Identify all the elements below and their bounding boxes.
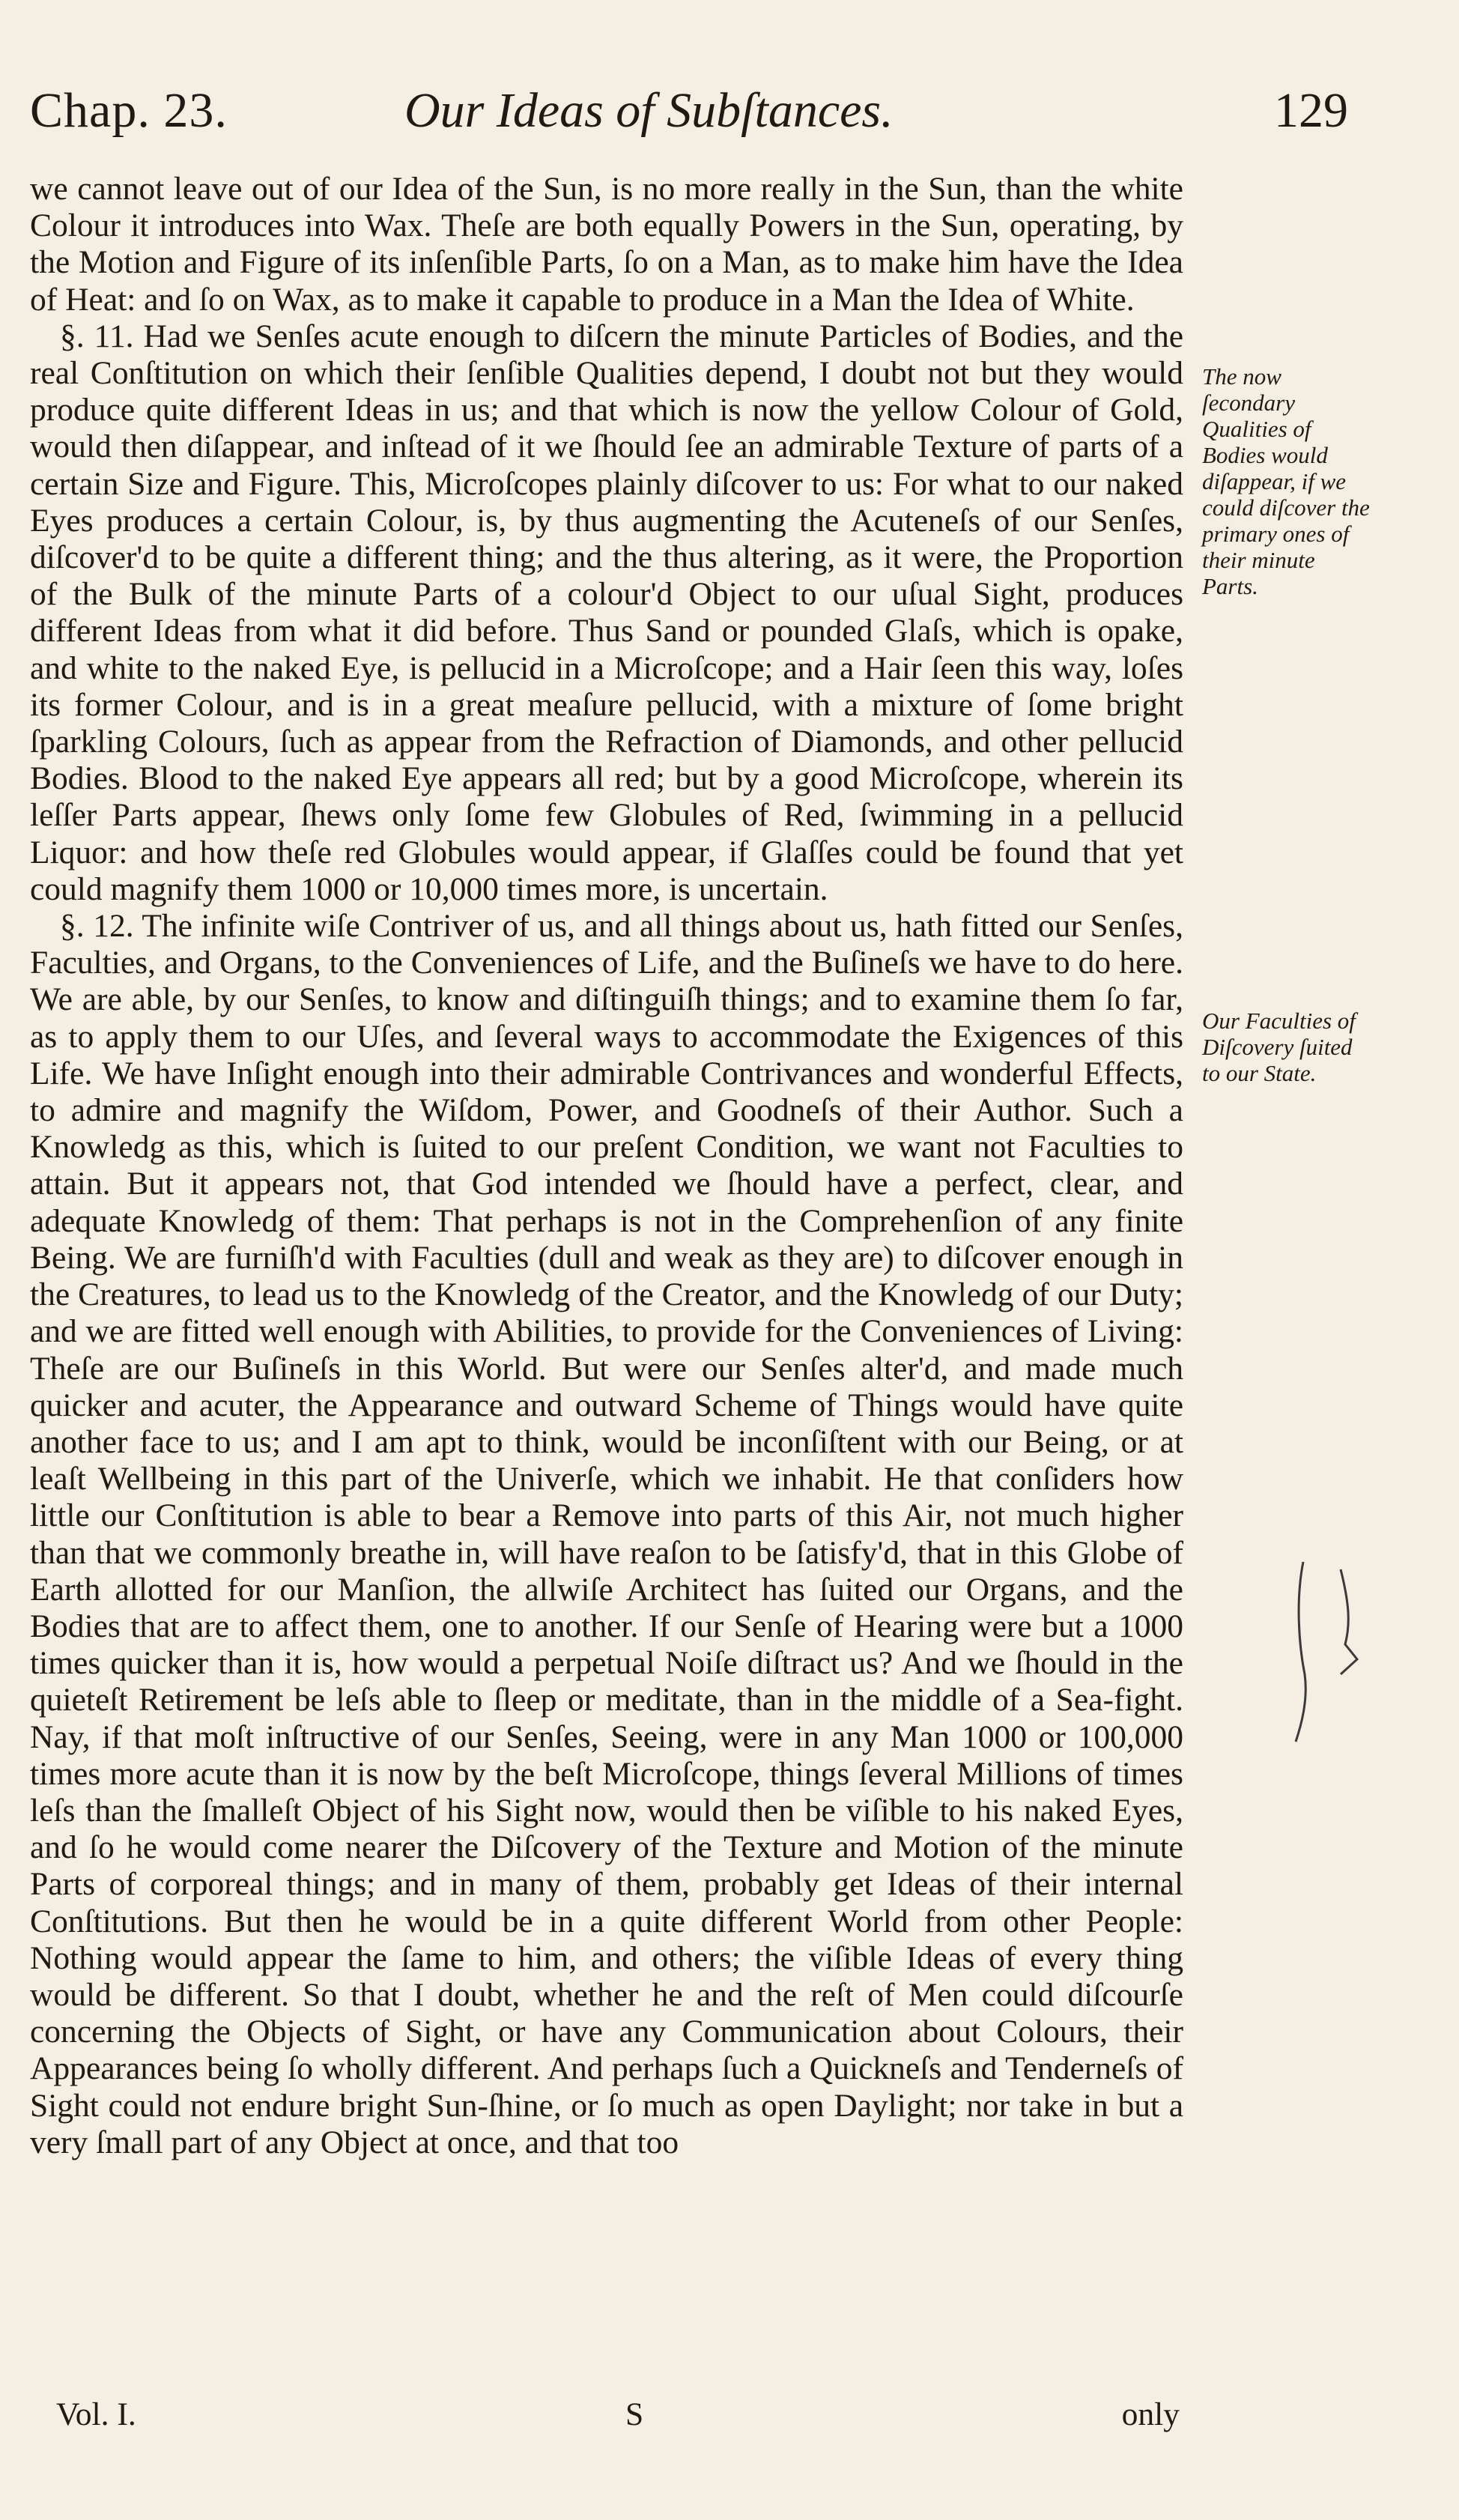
chapter-title: Our Ideas of Subſtances.	[404, 83, 894, 138]
catchword: only	[1121, 2396, 1180, 2432]
margin-note-faculties: Our Faculties of Diſcovery ſuited to our State.	[1202, 1008, 1356, 1086]
paragraph-section-12: §. 12. The infinite wiſe Contriver of us, and all things about us, hath fitted our Senſes, Faculties, and Organs, to the Conveniences of Life, and the Buſineſs we have to do here. We are able, by our Senſes, to know and diſtinguiſh things; and to examine them ſo far, as to apply them to our Uſes, and ſeveral ways to accommodate the Exigences of this Life. We have Inſight enough into their admirable Contrivances and wonderful Effects, to admire and magnify the Wiſdom, Power, and Goodneſs of their Author. Such a Knowledg as this, which is ſuited to our preſent Condition, we want not Faculties to attain. But it appears not, that God intended we ſhould have a perfect, clear, and adequate Knowledg of them: That perhaps is not in the Comprehenſion of any finite Being. We are furniſh'd with Faculties (dull and weak as they are) to diſcover enough in the Creatures, to lead us to the Knowledg of the Creator, and the Knowledg of our Duty; and we are fitted well enough with Abilities, to provide for the Conveniences of Living: Theſe are our Buſineſs in this World. But were our Senſes alter'd, and made much quicker and acuter, the Appearance and outward Scheme of Things would have quite another face to us; and I am apt to think, would be inconſiſtent with our Being, or at leaſt Wellbeing in this part of the Univerſe, which we inhabit. He that conſiders how little our Conſtitution is able to bear a Remove into parts of this Air, not much higher than that we commonly breathe in, will have reaſon to be ſatisfy'd, that in this Globe of Earth allotted for our Manſion, the allwiſe Architect has ſuited our Organs, and the Bodies that are to affect them, one to another. If our Senſe of Hearing were but a 1000 times quicker than it is, how would a perpetual Noiſe diſtract us? And we ſhould in the quieteſt Retirement be leſs able to ſleep or meditate, than in the middle of a Sea-fight. Nay, if that moſt inſtructive of our Senſes, Seeing, were in any Man 1000 or 100,000 times more acute than it is now by the beſt Microſcope, things ſeveral Millions of times leſs than the ſmalleſt Object of his Sight now, would then be viſible to his naked Eyes, and ſo he would come nearer the Diſcovery of the Texture and Motion of the minute Parts of corporeal things; and in many of them, probably get Ideas of their internal Conſtitutions. But then he would be in a quite different World from other People: Nothing would appear the ſame to him, and others; the viſible Ideas of every thing would be different. So that I doubt, whether he and the reſt of Men could diſcourſe concerning the Objects of Sight, or have any Communication about Colours, their Appearances being ſo wholly different. And perhaps ſuch a Quickneſs and Tenderneſs of Sight could not endure bright Sun-ſhine, or ſo much as open Daylight; nor take in but a very ſmall part of any Object at once, and that too	[30, 908, 1183, 2160]
page-footer	[56, 2396, 1180, 2441]
running-head	[30, 82, 1348, 165]
chapter-label: Chap. 23.	[30, 83, 228, 138]
margin-note-secondary-qualities: The now ſecondary Qualities of Bodies would diſappear, if we could diſcover the primary ones of their minute Parts.	[1202, 363, 1370, 599]
paragraph-continuation: we cannot leave out of our Idea of the Sun, is no more really in the Sun, than the white Colour it introduces into Wax. Theſe are both equally Powers in the Sun, operating, by the Motion and Figure of its inſenſible Parts, ſo on a Man, as to make him have the Idea of Heat: and ſo on Wax, as to make it capable to produce in a Man the Idea of White.	[30, 171, 1183, 318]
signature-mark: S	[625, 2396, 644, 2432]
pencil-bracket-mark	[1288, 1554, 1371, 1749]
page-number: 129	[1274, 83, 1348, 138]
paragraph-section-11: §. 11. Had we Senſes acute enough to diſcern the minute Particles of Bodies, and the real Conſtitution on which their ſenſible Qualities depend, I doubt not but they would produce quite different Ideas in us; and that which is now the yellow Colour of Gold, would then diſappear, and inſtead of it we ſhould ſee an admirable Texture of parts of a certain Size and Figure. This, Microſcopes plainly diſcover to us: For what to our naked Eyes produces a certain Colour, is, by thus augmenting the Acuteneſs of our Senſes, diſcover'd to be quite a different thing; and the thus altering, as it were, the Proportion of the Bulk of the minute Parts of a colour'd Object to our uſual Sight, produces different Ideas from what it did before. Thus Sand or pounded Glaſs, which is opake, and white to the naked Eye, is pellucid in a Microſcope; and a Hair ſeen this way, loſes its former Colour, and is in a great meaſure pellucid, with a mixture of ſome bright ſparkling Colours, ſuch as appear from the Refraction of Diamonds, and other pellucid Bodies. Blood to the naked Eye appears all red; but by a good Microſcope, wherein its leſſer Parts appear, ſhews only ſome few Globules of Red, ſwimming in a pellucid Liquor: and how theſe red Globules would appear, if Glaſſes could be found that yet could magnify them 1000 or 10,000 times more, is uncertain.	[30, 318, 1183, 907]
volume-label: Vol. I.	[56, 2396, 136, 2432]
body-text	[30, 171, 1183, 2161]
